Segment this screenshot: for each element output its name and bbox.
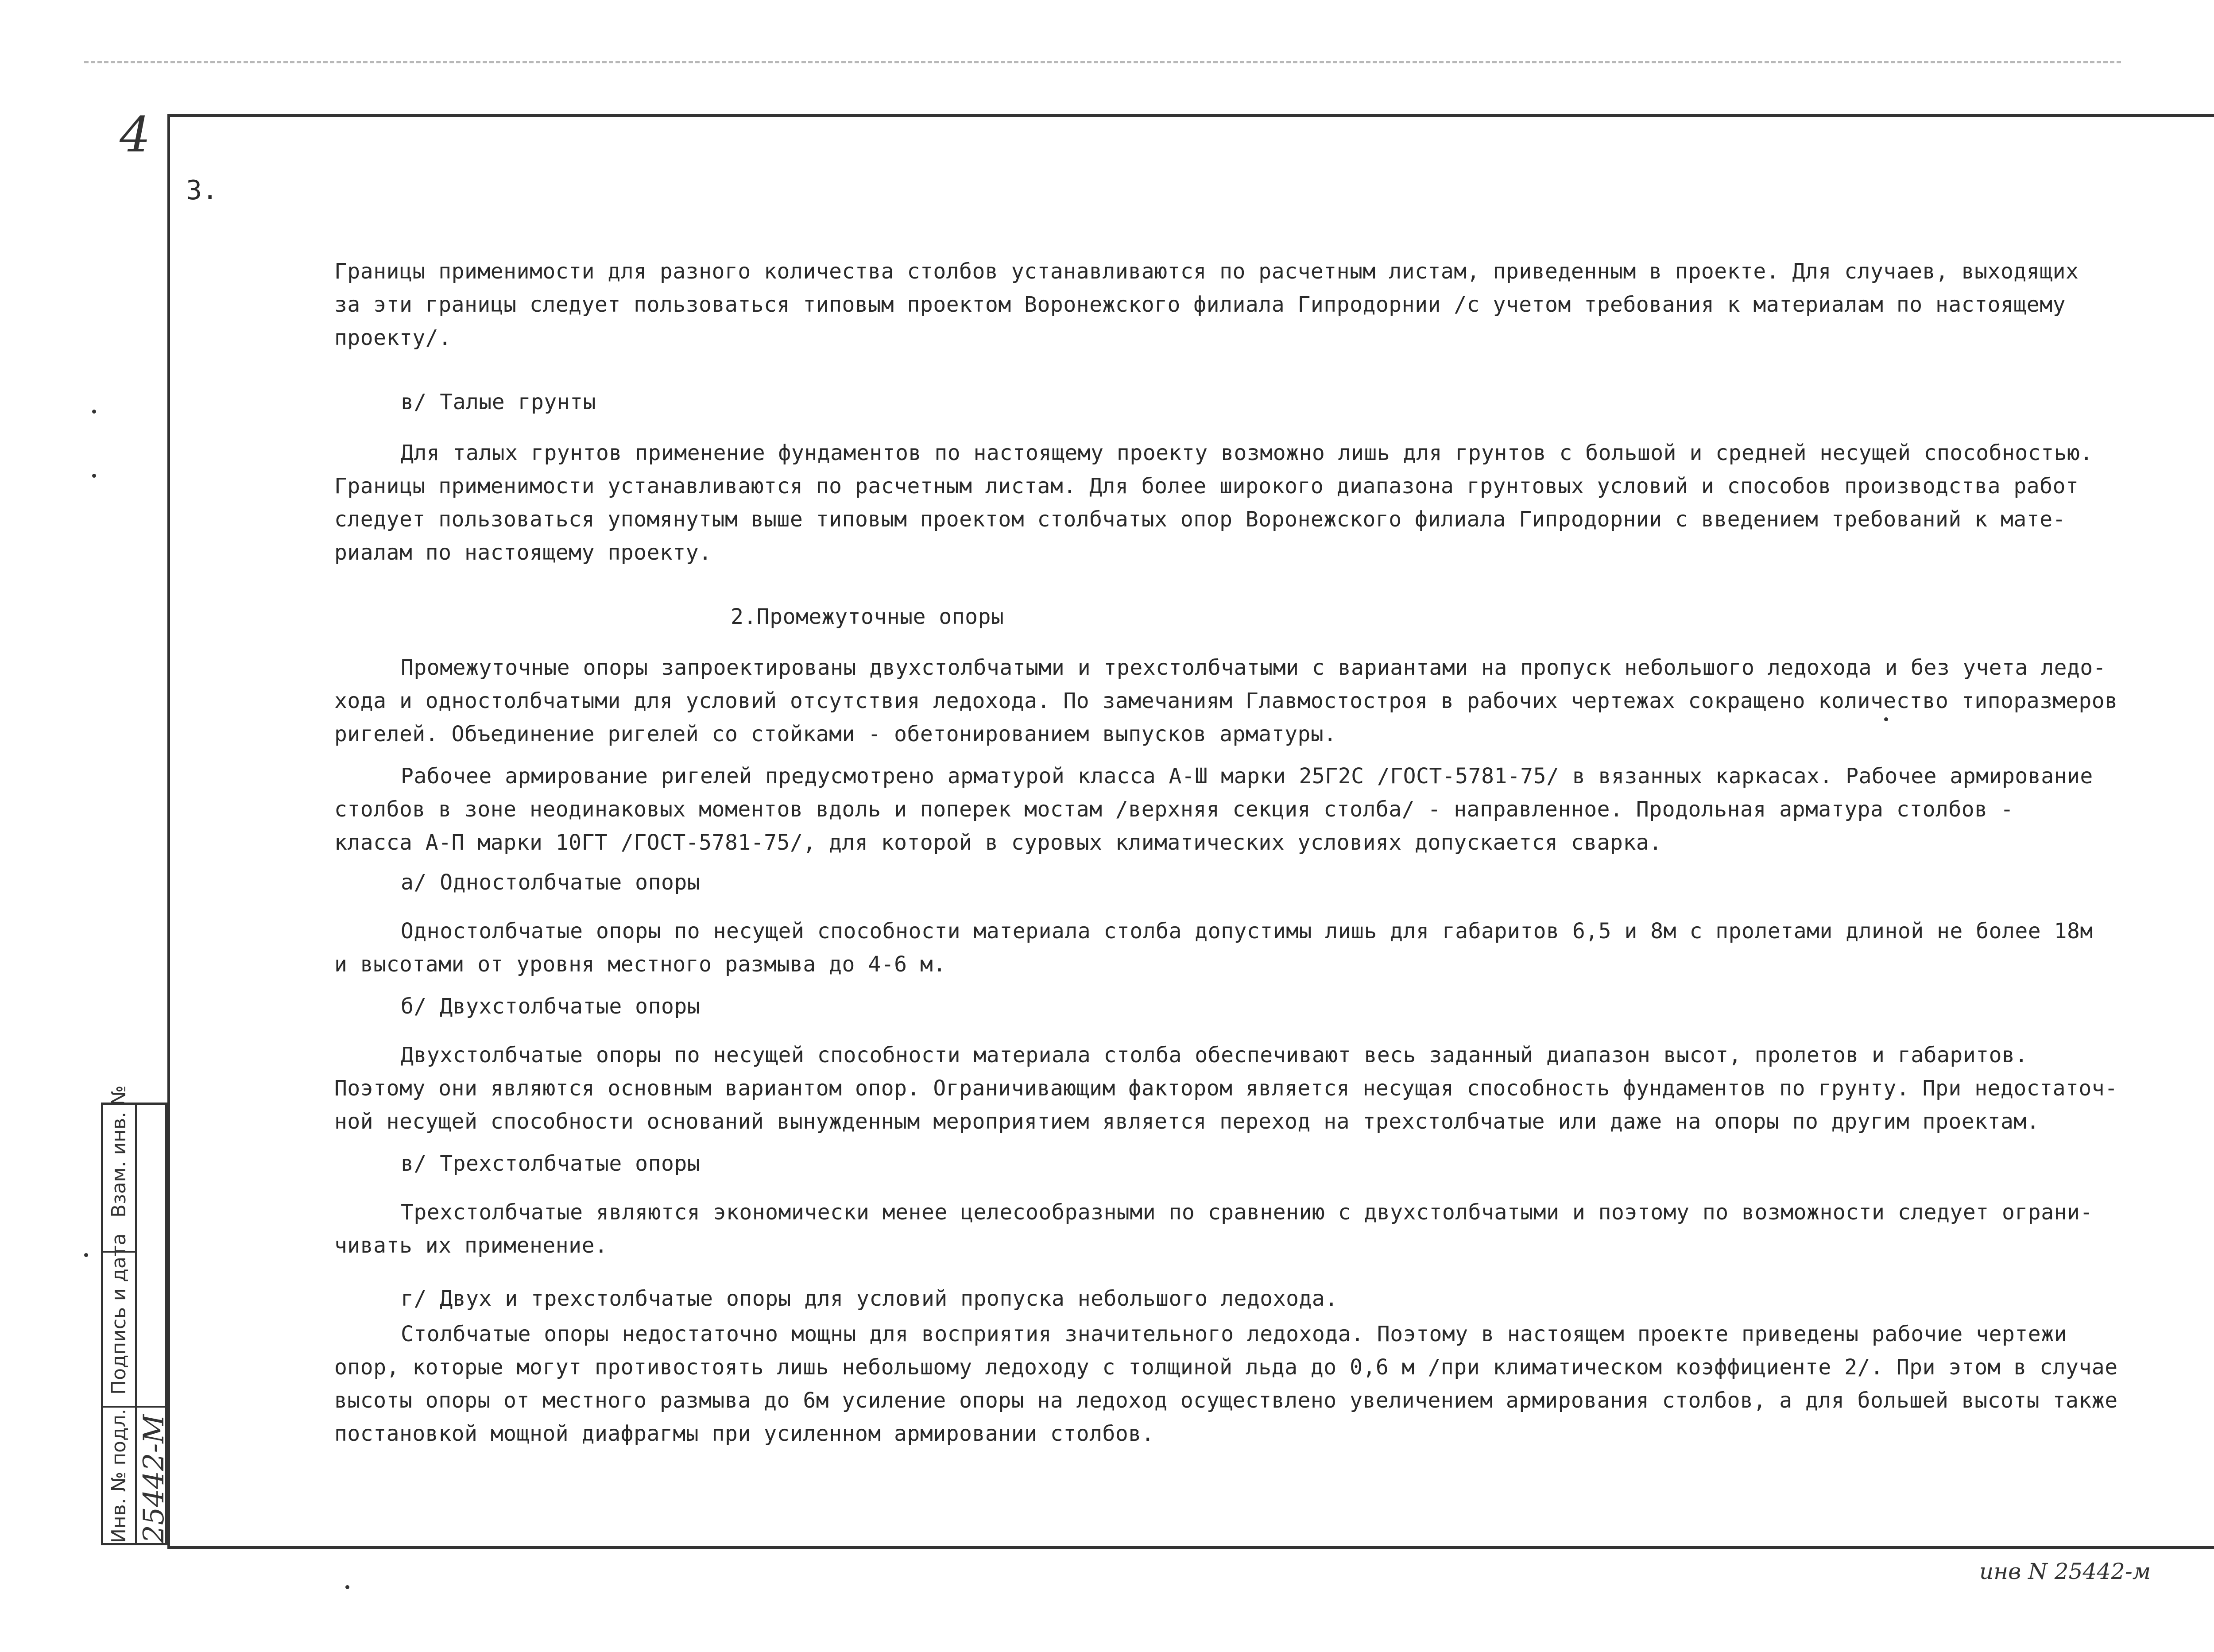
section-heading: в/ Трехстолбчатые опоры bbox=[401, 1151, 701, 1176]
text-line: Трехстолбчатые являются экономически менее целесообразными по сравнению с двухстолбчатыми и поэтому по возможности следует ограни- bbox=[401, 1200, 2093, 1225]
text-line: чивать их применение. bbox=[334, 1233, 608, 1258]
side-stamp bbox=[101, 1085, 170, 1545]
text-line: следует пользоваться упомянутым выше типовым проектом столбчатых опор Воронежского филиала Гипродорнии с введением требований к мате- bbox=[334, 507, 2066, 532]
section-heading: а/ Одностолбчатые опоры bbox=[401, 870, 701, 895]
text-line: Промежуточные опоры запроектированы двухстолбчатыми и трехстолбчатыми с вариантами на пропуск небольшого ледохода и без учета ледо- bbox=[401, 655, 2106, 680]
page-number: 3. bbox=[186, 175, 218, 206]
stamp-inventory-label: Инв. № подл. bbox=[108, 1408, 130, 1543]
stamp-inventory-number: 25442-М bbox=[138, 1414, 170, 1543]
inventory-footer: инв N 25442-м bbox=[1979, 1559, 2151, 1584]
text-line: Столбчатые опоры недостаточно мощны для восприятия значительного ледохода. Поэтому в настоящем проекте приведены рабочие чертежи bbox=[401, 1322, 2067, 1346]
text-line: Двухстолбчатые опоры по несущей способности материала столба обеспечивают весь заданный диапазон высот, пролетов и габаритов. bbox=[401, 1043, 2028, 1068]
text-line: Границы применимости для разного количества столбов устанавливаются по расчетным листам, приведенным в проекте. Для случаев, выходящих bbox=[334, 259, 2079, 284]
text-line: опор, которые могут противостоять лишь небольшому ледоходу с толщиной льда до 0,6 м /при климатическом коэффициенте 2/. При этом в случае bbox=[334, 1355, 2118, 1380]
text-line: за эти границы следует пользоваться типовым проектом Воронежского филиала Гипродорнии /с учетом требования к материалам по настоящему bbox=[334, 292, 2066, 317]
text-line: высоты опоры от местного размыва до 6м усиление опоры на ледоход осуществлено увеличением армирования столбов, а для большей высоты также bbox=[334, 1388, 2118, 1413]
stamp-replacement-label: Взам. инв. № bbox=[108, 1085, 130, 1218]
text-line: Для талых грунтов применение фундаментов по настоящему проекту возможно лишь для грунтов с большой и средней несущей способностью. bbox=[401, 441, 2093, 465]
text-line: постановкой мощной диафрагмы при усиленном армировании столбов. bbox=[334, 1421, 1155, 1446]
text-line: проекту/. bbox=[334, 325, 452, 350]
section-heading: 2.Промежуточные опоры bbox=[731, 604, 1004, 629]
top-dashed-rule bbox=[84, 61, 2121, 63]
section-heading: в/ Талые грунты bbox=[401, 390, 596, 414]
text-line: класса А-П марки 10ГТ /ГОСТ-5781-75/, для которой в суровых климатических условиях допускается сварка. bbox=[334, 830, 1662, 855]
text-line: хода и одностолбчатыми для условий отсутствия ледохода. По замечаниям Главмостостроя в рабочих чертежах сокращено количество типоразмеров bbox=[334, 689, 2118, 713]
margin-handwritten-mark: 4 bbox=[120, 106, 151, 163]
text-line: и высотами от уровня местного размыва до 4-6 м. bbox=[334, 952, 946, 977]
text-line: Одностолбчатые опоры по несущей способности материала столба допустимы лишь для габаритов 6,5 и 8м с пролетами длиной не более 18м bbox=[401, 919, 2093, 944]
text-line: ригелей. Объединение ригелей со стойками - обетонированием выпусков арматуры. bbox=[334, 722, 1337, 747]
section-heading: г/ Двух и трехстолбчатые опоры для условий пропуска небольшого ледохода. bbox=[401, 1286, 1338, 1311]
text-line: Границы применимости устанавливаются по расчетным листам. Для более широкого диапазона грунтовых условий и способов производства работ bbox=[334, 474, 2079, 499]
text-line: риалам по настоящему проекту. bbox=[334, 540, 712, 565]
stamp-signature-label: Подпись и дата bbox=[108, 1233, 130, 1395]
text-line: столбов в зоне неодинаковых моментов вдоль и поперек мостам /верхняя секция столба/ - направленное. Продольная арматура столбов - bbox=[334, 797, 2014, 822]
text-line: Рабочее армирование ригелей предусмотрено арматурой класса А-Ш марки 25Г2С /ГОСТ-5781-75/ в вязанных каркасах. Рабочее армирование bbox=[401, 764, 2093, 789]
section-heading: б/ Двухстолбчатые опоры bbox=[401, 994, 701, 1019]
text-line: ной несущей способности оснований вынужденным мероприятием является переход на трехстолбчатые или даже на опоры по другим проектам. bbox=[334, 1109, 2040, 1134]
text-line: Поэтому они являются основным вариантом опор. Ограничивающим фактором является несущая способность фундаментов по грунту. При недостаточ- bbox=[334, 1076, 2118, 1101]
